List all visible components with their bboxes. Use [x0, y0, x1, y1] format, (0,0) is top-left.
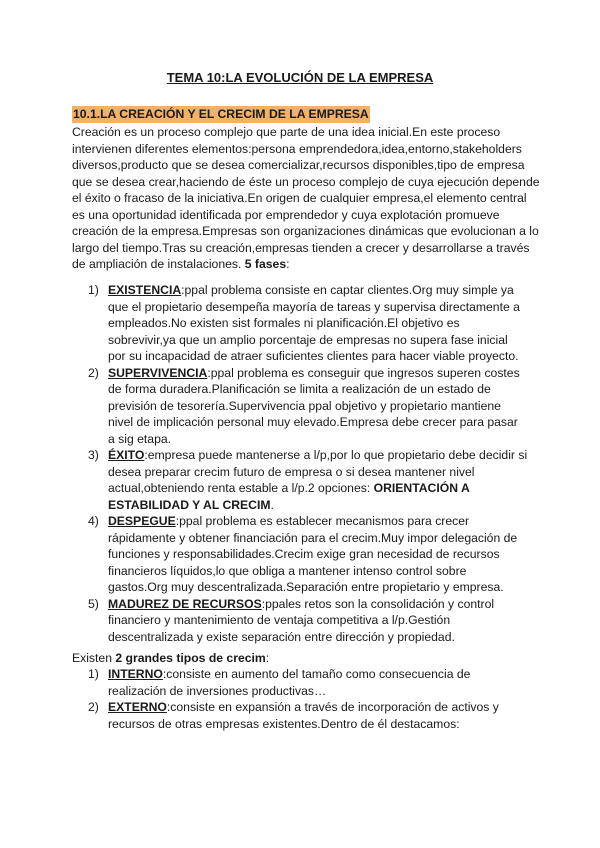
growth-types-list [88, 666, 528, 732]
growth-term: EXTERNO [108, 700, 167, 714]
list-number: 2) [88, 365, 99, 380]
phase-term: DESPEGUE [108, 514, 176, 528]
intro-paragraph [72, 124, 542, 273]
growth-bold: 2 grandes tipos de crecim [115, 651, 266, 665]
list-item [88, 513, 528, 596]
growth-colon: : [265, 651, 270, 665]
phase-term: SUPERVIVENCIA [108, 365, 208, 380]
phases-list [88, 282, 528, 645]
section-heading: 10.1.LA CREACIÓN Y EL CRECIM DE LA EMPRESA [73, 107, 369, 121]
list-item [88, 596, 528, 646]
list-number: 5) [88, 596, 99, 611]
phase-term: MADUREZ DE RECURSOS [108, 596, 262, 611]
list-number: 4) [88, 514, 99, 528]
list-item [88, 699, 528, 732]
list-number: 1) [88, 283, 99, 297]
growth-text: :consiste en aumento del tamaño como consecuencia de realización de inversiones productivas… [108, 667, 471, 698]
intro-colon: : [286, 257, 290, 271]
list-number: 2) [88, 700, 99, 714]
list-item [88, 365, 528, 448]
list-number: 1) [88, 667, 99, 681]
phase-tail: . [270, 497, 274, 512]
list-number: 3) [88, 448, 99, 462]
phase-bold: ORIENTACIÓN A ESTABILIDAD Y AL CRECIM [108, 481, 470, 512]
list-item [88, 666, 528, 699]
phase-term: ÉXITO [108, 448, 145, 462]
phase-text: :ppal problema es establecer mecanismos para crecer rápidamente y obtener financiación para el crecim.Muy impor delegación de funciones y responsabilidades.Crecim exige gran necesidad de recursos financieros líquidos,lo que obliga a mantener intenso control sobre gastos.Org muy descentralizada.Separación entre propietario y empresa. [108, 514, 518, 594]
growth-term: INTERNO [108, 667, 163, 681]
page-title: TEMA 10:LA EVOLUCIÓN DE LA EMPRESA [166, 70, 434, 85]
phase-text: :ppal problema es conseguir que ingresos superen costes de forma duradera.Planificación se limita a realización de un estado de previsión de tesorería.Supervivencia ppal objetivo y propietario mantiene nivel de implicación personal muy elevado.Empresa debe crecer para pasar a sig etapa. [108, 365, 520, 446]
intro-text: Creación es un proceso complejo que parte de una idea inicial.En este proceso intervienen diferentes elementos:persona emprendedora,idea,entorno,stakeholders diversos,producto que se desea comercializar,recursos disponibles,tipo de empresa que se desea crear,haciendo de éste un proceso complejo de cuya ejecución depende el éxito o fracaso de la iniciativa.En origen de cualquier empresa,el elemento central es una oportunidad identificada por emprendedor y cuya explotación promueve creación de la empresa.Empresas son organizaciones dinámicas que evolucionan a lo largo del tiempo.Tras su creación,empresas tienden a crecer y desarrollarse a través de ampliación de instalaciones. [72, 125, 540, 271]
growth-paragraph [72, 650, 542, 667]
growth-text: :consiste en expansión a través de incorporación de activos y recursos de otras empresas existentes.Dentro de él destacamos: [108, 700, 499, 731]
phase-text: :empresa puede mantenerse a l/p,por lo que propietario debe decidir si desea preparar crecim futuro de empresa o si desea mantener nivel actual,obteniendo renta estable a l/p.2 opciones: [108, 448, 528, 495]
list-item [88, 447, 528, 513]
intro-bold: 5 fases [244, 257, 287, 271]
phase-term: EXISTENCIA [108, 283, 182, 297]
phase-text: :ppales retos son la consolidación y control financiero y mantenimiento de ventaja competitiva a l/p.Gestión descentralizada y existe separación entre dirección y propiedad. [108, 596, 495, 644]
list-item [88, 282, 528, 365]
growth-lead: Existen [72, 651, 116, 665]
phase-text: :ppal problema consiste en captar clientes.Org muy simple ya que el propietario desempeña mayoría de tareas y supervisa directamente a empleados.No existen sist formales ni planificación.El objetivo es sobrevivir,ya que un amplio porcentaje de empresas no supera fase inicial por su incapacidad de atraer suficientes clientes para hacer viable proyecto. [108, 283, 520, 363]
